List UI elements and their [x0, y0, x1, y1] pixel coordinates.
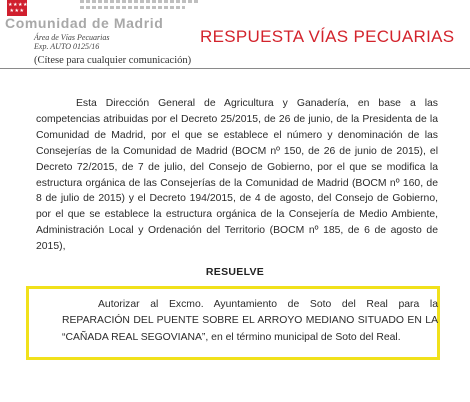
- reference-block: [34, 33, 109, 51]
- header-divider: [0, 68, 470, 69]
- expedient-number: Exp. AUTO 0125/16: [34, 42, 100, 51]
- organization-name: Comunidad de Madrid: [5, 15, 164, 31]
- document-header: [0, 0, 470, 72]
- madrid-flag-logo: [7, 0, 27, 16]
- resuelve-heading: RESUELVE: [205, 266, 265, 278]
- response-title: RESPUESTA VÍAS PECUARIAS: [200, 27, 455, 46]
- body-paragraph-text: Esta Dirección General de Agricultura y Ganadería, en base a las competencias atribuidas por el Decreto 25/2015, de 26 de junio, de la Presidenta de la Comunidad de Madrid, por el que se establece el número y denominación de las Consejerías de la Comunidad de Madrid (BOCM nº 150, de 26 de junio de 2015), el Decreto 72/2015, de 7 de julio, del Consejo de Gobierno, por el que se modifica la estructura orgánica de las Consejerías de la Comunidad de Madrid (BOCM nº 160, de 8 de julio de 2015) y el Decreto 194/2015, de 4 de agosto, del Consejo de Gobierno, por el que se establece la estructura orgánica de la Consejería de Medio Ambiente, Administración Local y Ordenación del Territorio (BOCM nº 185, de 6 de agosto de 2015),: [36, 98, 438, 253]
- area-label: Área de Vías Pecuarias: [34, 33, 110, 42]
- flag-stars-icon: ★★★★ ★★★: [8, 2, 28, 14]
- body-paragraph: [36, 96, 438, 255]
- faded-header-line: [80, 0, 200, 3]
- faded-header-line: [80, 6, 185, 9]
- resolution-text: Autorizar al Excmo. Ayuntamiento de Soto del Real para la REPARACIÓN DEL PUENTE SOBRE EL ARROYO MEDIANO SITUADO EN LA “CAÑADA REAL SEGOVIANA”, en el término municipal de Soto del Real.: [62, 299, 438, 343]
- resolution-paragraph: [62, 297, 438, 346]
- cite-note: (Cítese para cualquier comunicación): [34, 55, 192, 66]
